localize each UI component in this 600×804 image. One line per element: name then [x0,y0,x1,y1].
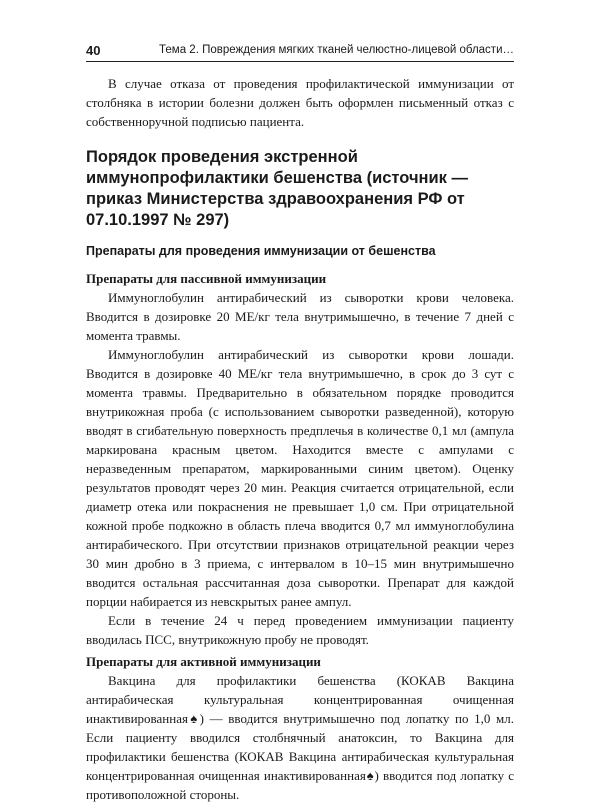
passive-immunization-heading: Препараты для пассивной иммунизации [86,271,327,286]
passive-paragraph-pss: Если в течение 24 ч перед проведением иммунизации пациенту вводилась ПСС, внутрикожную пробу не проводят. [86,613,514,647]
intro-paragraph: В случае отказа от проведения профилактической иммунизации от столбняка в истории болезни должен быть оформлен письменный отказ с собственноручной подписью пациента. [86,76,514,129]
section-heading: Порядок проведения экстренной иммунопрофилактики бешенства (источник — приказ Министерства здравоохранения РФ от 07.10.1997 № 297) [86,148,468,229]
passive-paragraph-human: Иммуноглобулин антирабический из сыворотки крови человека. Вводится в дозировке 20 МЕ/кг тела внутримышечно, в течение 7 дней с момента травмы. [86,290,514,343]
passive-paragraph-horse: Иммуноглобулин антирабический из сыворотки крови лошади. Вводится в дозировке 40 МЕ/кг тела внутримышечно, в срок до 3 сут с момента травмы. Предварительно в обязательном порядке проводится внутрикожная проба (с использованием сыворотки разведенной), которую вводят в сгибательную поверхность предплечья в количестве 0,1 мл (ампула маркирована красным цветом. Находится вместе с ампулами с неразведенным препаратом, маркированными синим цветом). Оценку результатов проводят через 20 мин. Реакция считается отрицательной, если диаметр отека или покраснения не превышает 1,0 см. При отрицательной кожной пробе подкожно в область плеча вводится 0,7 мл иммуноглобулина антирабического. При отсутствии признаков отрицательной реакции через 30 мин дробно в 3 приема, с интервалом в 10–15 мин внутримышечно вводится остальная рассчитанная доза сыворотки. Препарат для каждой порции набирается из невскрытых ранее ампул. [86,347,514,609]
active-paragraph-vaccine: Вакцина для профилактики бешенства (КОКАВ Вакцина антирабическая культуральная концентрированная очищенная инактивированная♠) — вводится внутримышечно под лопатку по 1,0 мл. Если пациенту вводился столбнячный анатоксин, то Вакцина для профилактики бешенства (КОКАВ Вакцина антирабическая культуральная концентрированная очищенная инактивированная♠) вводится под лопатку с противоположной стороны. [86,673,514,802]
running-head: Тема 2. Повреждения мягких тканей челюстно-лицевой области… [159,44,514,56]
active-immunization-heading: Препараты для активной иммунизации [86,654,321,669]
page-header [86,41,514,62]
page-number: 40 [86,43,101,58]
subsection-heading: Препараты для проведения иммунизации от бешенства [86,244,436,258]
page-body [86,74,514,804]
